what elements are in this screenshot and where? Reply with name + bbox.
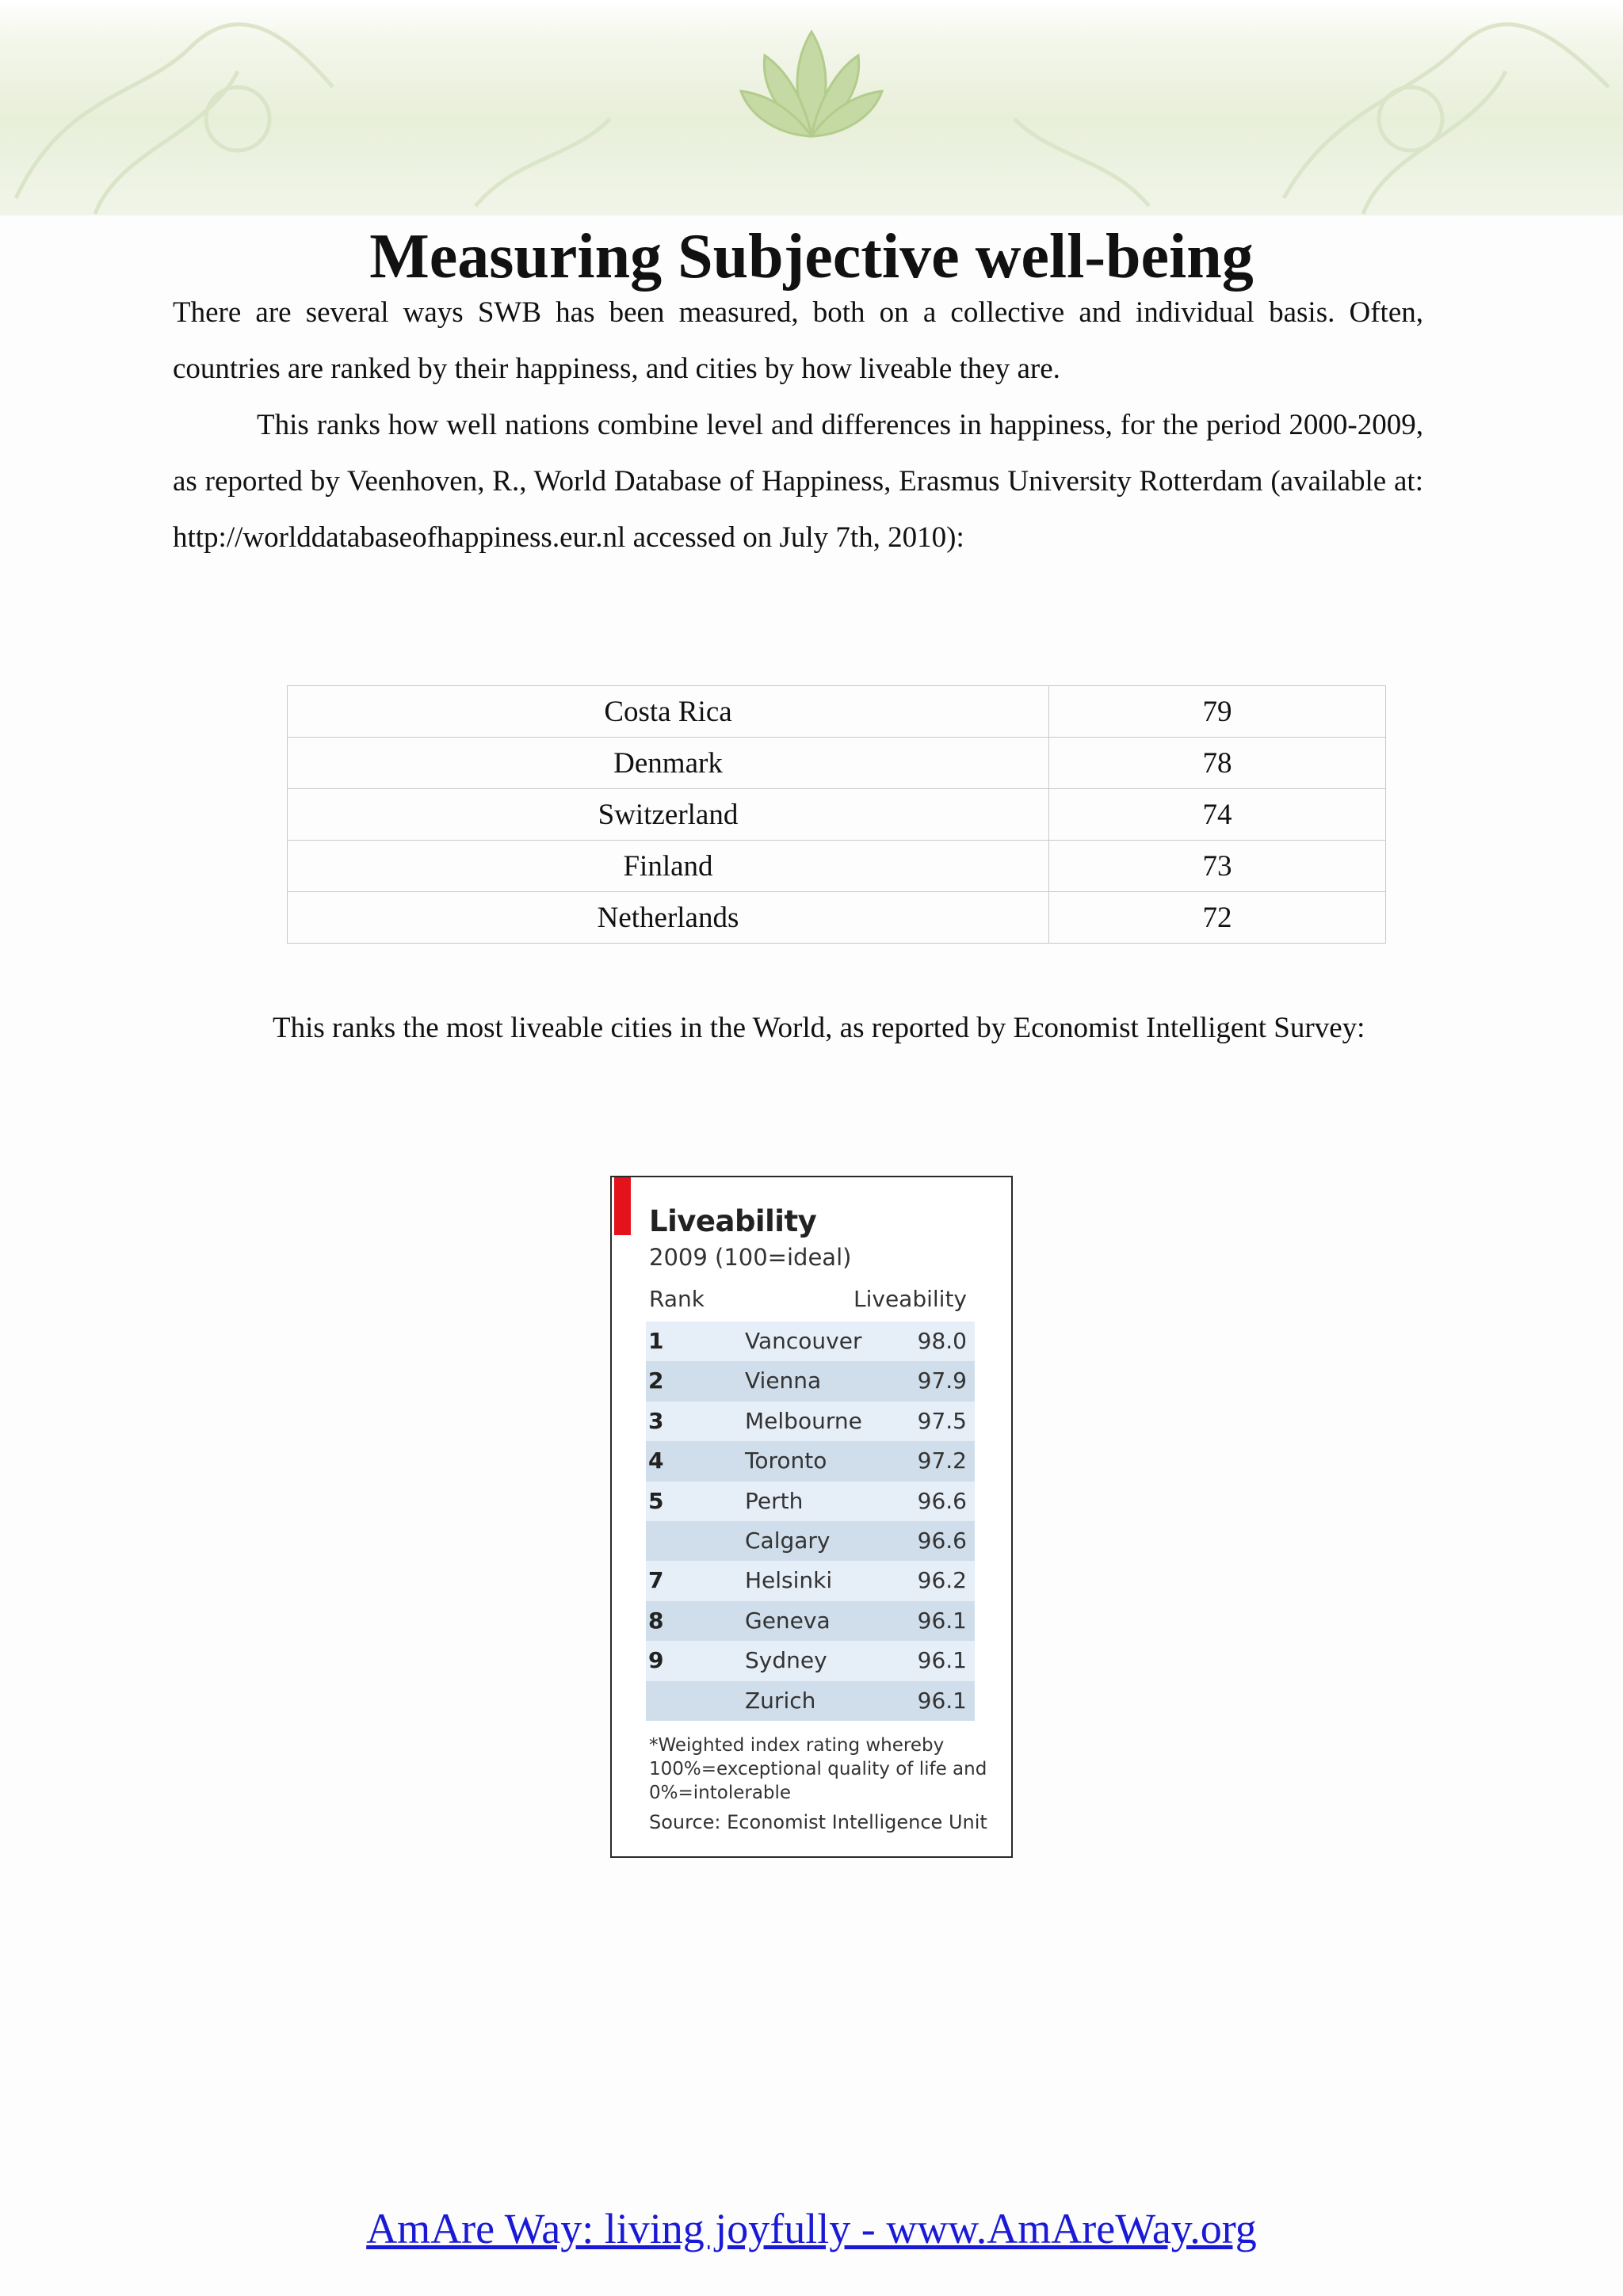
- list-item: [646, 1641, 975, 1680]
- figure-subtitle: 2009 (100=ideal): [649, 1244, 852, 1271]
- page-title: Measuring Subjective well-being: [369, 222, 1254, 292]
- header-banner: [0, 0, 1623, 215]
- value-cell: 97.2: [917, 1447, 967, 1474]
- accent-bar: [614, 1177, 631, 1235]
- city-cell: Perth: [745, 1487, 804, 1514]
- country-cell: Finland: [288, 841, 1049, 892]
- list-item: [646, 1482, 975, 1521]
- rank-cell: 1: [648, 1328, 664, 1354]
- rank-column-header: Rank: [649, 1286, 705, 1312]
- value-cell: 97.5: [917, 1407, 967, 1434]
- rank-cell: 5: [648, 1487, 664, 1514]
- list-item: [646, 1521, 975, 1561]
- value-cell: 96.6: [917, 1487, 967, 1514]
- city-cell: Calgary: [745, 1527, 831, 1554]
- city-cell: Sydney: [745, 1647, 827, 1674]
- value-cell: 98.0: [917, 1328, 967, 1354]
- list-item: [646, 1601, 975, 1641]
- score-cell: 74: [1049, 789, 1386, 841]
- list-item: [646, 1402, 975, 1441]
- rank-cell: 9: [648, 1647, 664, 1674]
- value-cell: 96.1: [917, 1607, 967, 1634]
- city-cell: Zurich: [745, 1687, 816, 1714]
- country-cell: Costa Rica: [288, 686, 1049, 738]
- score-cell: 73: [1049, 841, 1386, 892]
- country-cell: Switzerland: [288, 789, 1049, 841]
- rank-cell: 8: [648, 1607, 664, 1634]
- list-item: [646, 1681, 975, 1721]
- table-row: [288, 892, 1386, 944]
- city-cell: Toronto: [745, 1447, 827, 1474]
- figure-title: Liveability: [649, 1204, 817, 1238]
- city-cell: Helsinki: [745, 1567, 833, 1594]
- table-row: [288, 686, 1386, 738]
- value-cell: 96.2: [917, 1567, 967, 1594]
- list-item: [646, 1441, 975, 1481]
- list-item: [646, 1361, 975, 1401]
- happiness-ranking-paragraph: This ranks how well nations combine level and differences in happiness, for the period 2000-2009, as reported by Veenhoven, R., World Database of Happiness, Erasmus University Rotterdam (available at: http://worlddatabaseofhappiness.eur.nl accessed on July 7th, 2010):: [173, 409, 1423, 554]
- table-row: [288, 738, 1386, 789]
- country-cell: Denmark: [288, 738, 1049, 789]
- figure-note: *Weighted index rating whereby 100%=exceptional quality of life and 0%=intolerable: [649, 1735, 987, 1803]
- value-cell: 96.1: [917, 1647, 967, 1674]
- score-cell: 78: [1049, 738, 1386, 789]
- value-cell: 97.9: [917, 1367, 967, 1394]
- footer-link[interactable]: AmAre Way: living joyfully - www.AmAreWay.org: [366, 2205, 1257, 2252]
- figure-source: Source: Economist Intelligence Unit: [649, 1811, 987, 1833]
- score-cell: 72: [1049, 892, 1386, 944]
- rank-cell: 4: [648, 1447, 664, 1474]
- city-cell: Vienna: [745, 1367, 822, 1394]
- city-cell: Geneva: [745, 1607, 831, 1634]
- list-item: [646, 1322, 975, 1361]
- liveability-figure: [610, 1176, 1013, 1858]
- liveability-paragraph: This ranks the most liveable cities in the World, as reported by Economist Intelligent Survey:: [273, 1012, 1365, 1044]
- intro-paragraph: There are several ways SWB has been measured, both on a collective and individual basis. Often, countries are ranked by their happiness, and cities by how liveable they are.: [173, 296, 1423, 385]
- lotus-icon: [741, 32, 882, 136]
- value-cell: 96.1: [917, 1687, 967, 1714]
- country-cell: Netherlands: [288, 892, 1049, 944]
- liveability-column-header: Liveability: [854, 1286, 967, 1312]
- rank-cell: 7: [648, 1567, 664, 1594]
- city-cell: Vancouver: [745, 1328, 862, 1354]
- banner-ornament: [0, 0, 1623, 215]
- country-happiness-table: [287, 685, 1386, 944]
- list-item: [646, 1561, 975, 1600]
- rank-cell: 2: [648, 1367, 664, 1394]
- rank-cell: 3: [648, 1407, 664, 1434]
- city-cell: Melbourne: [745, 1407, 862, 1434]
- table-row: [288, 789, 1386, 841]
- table-row: [288, 841, 1386, 892]
- liveability-rows: [646, 1322, 975, 1721]
- value-cell: 96.6: [917, 1527, 967, 1554]
- score-cell: 79: [1049, 686, 1386, 738]
